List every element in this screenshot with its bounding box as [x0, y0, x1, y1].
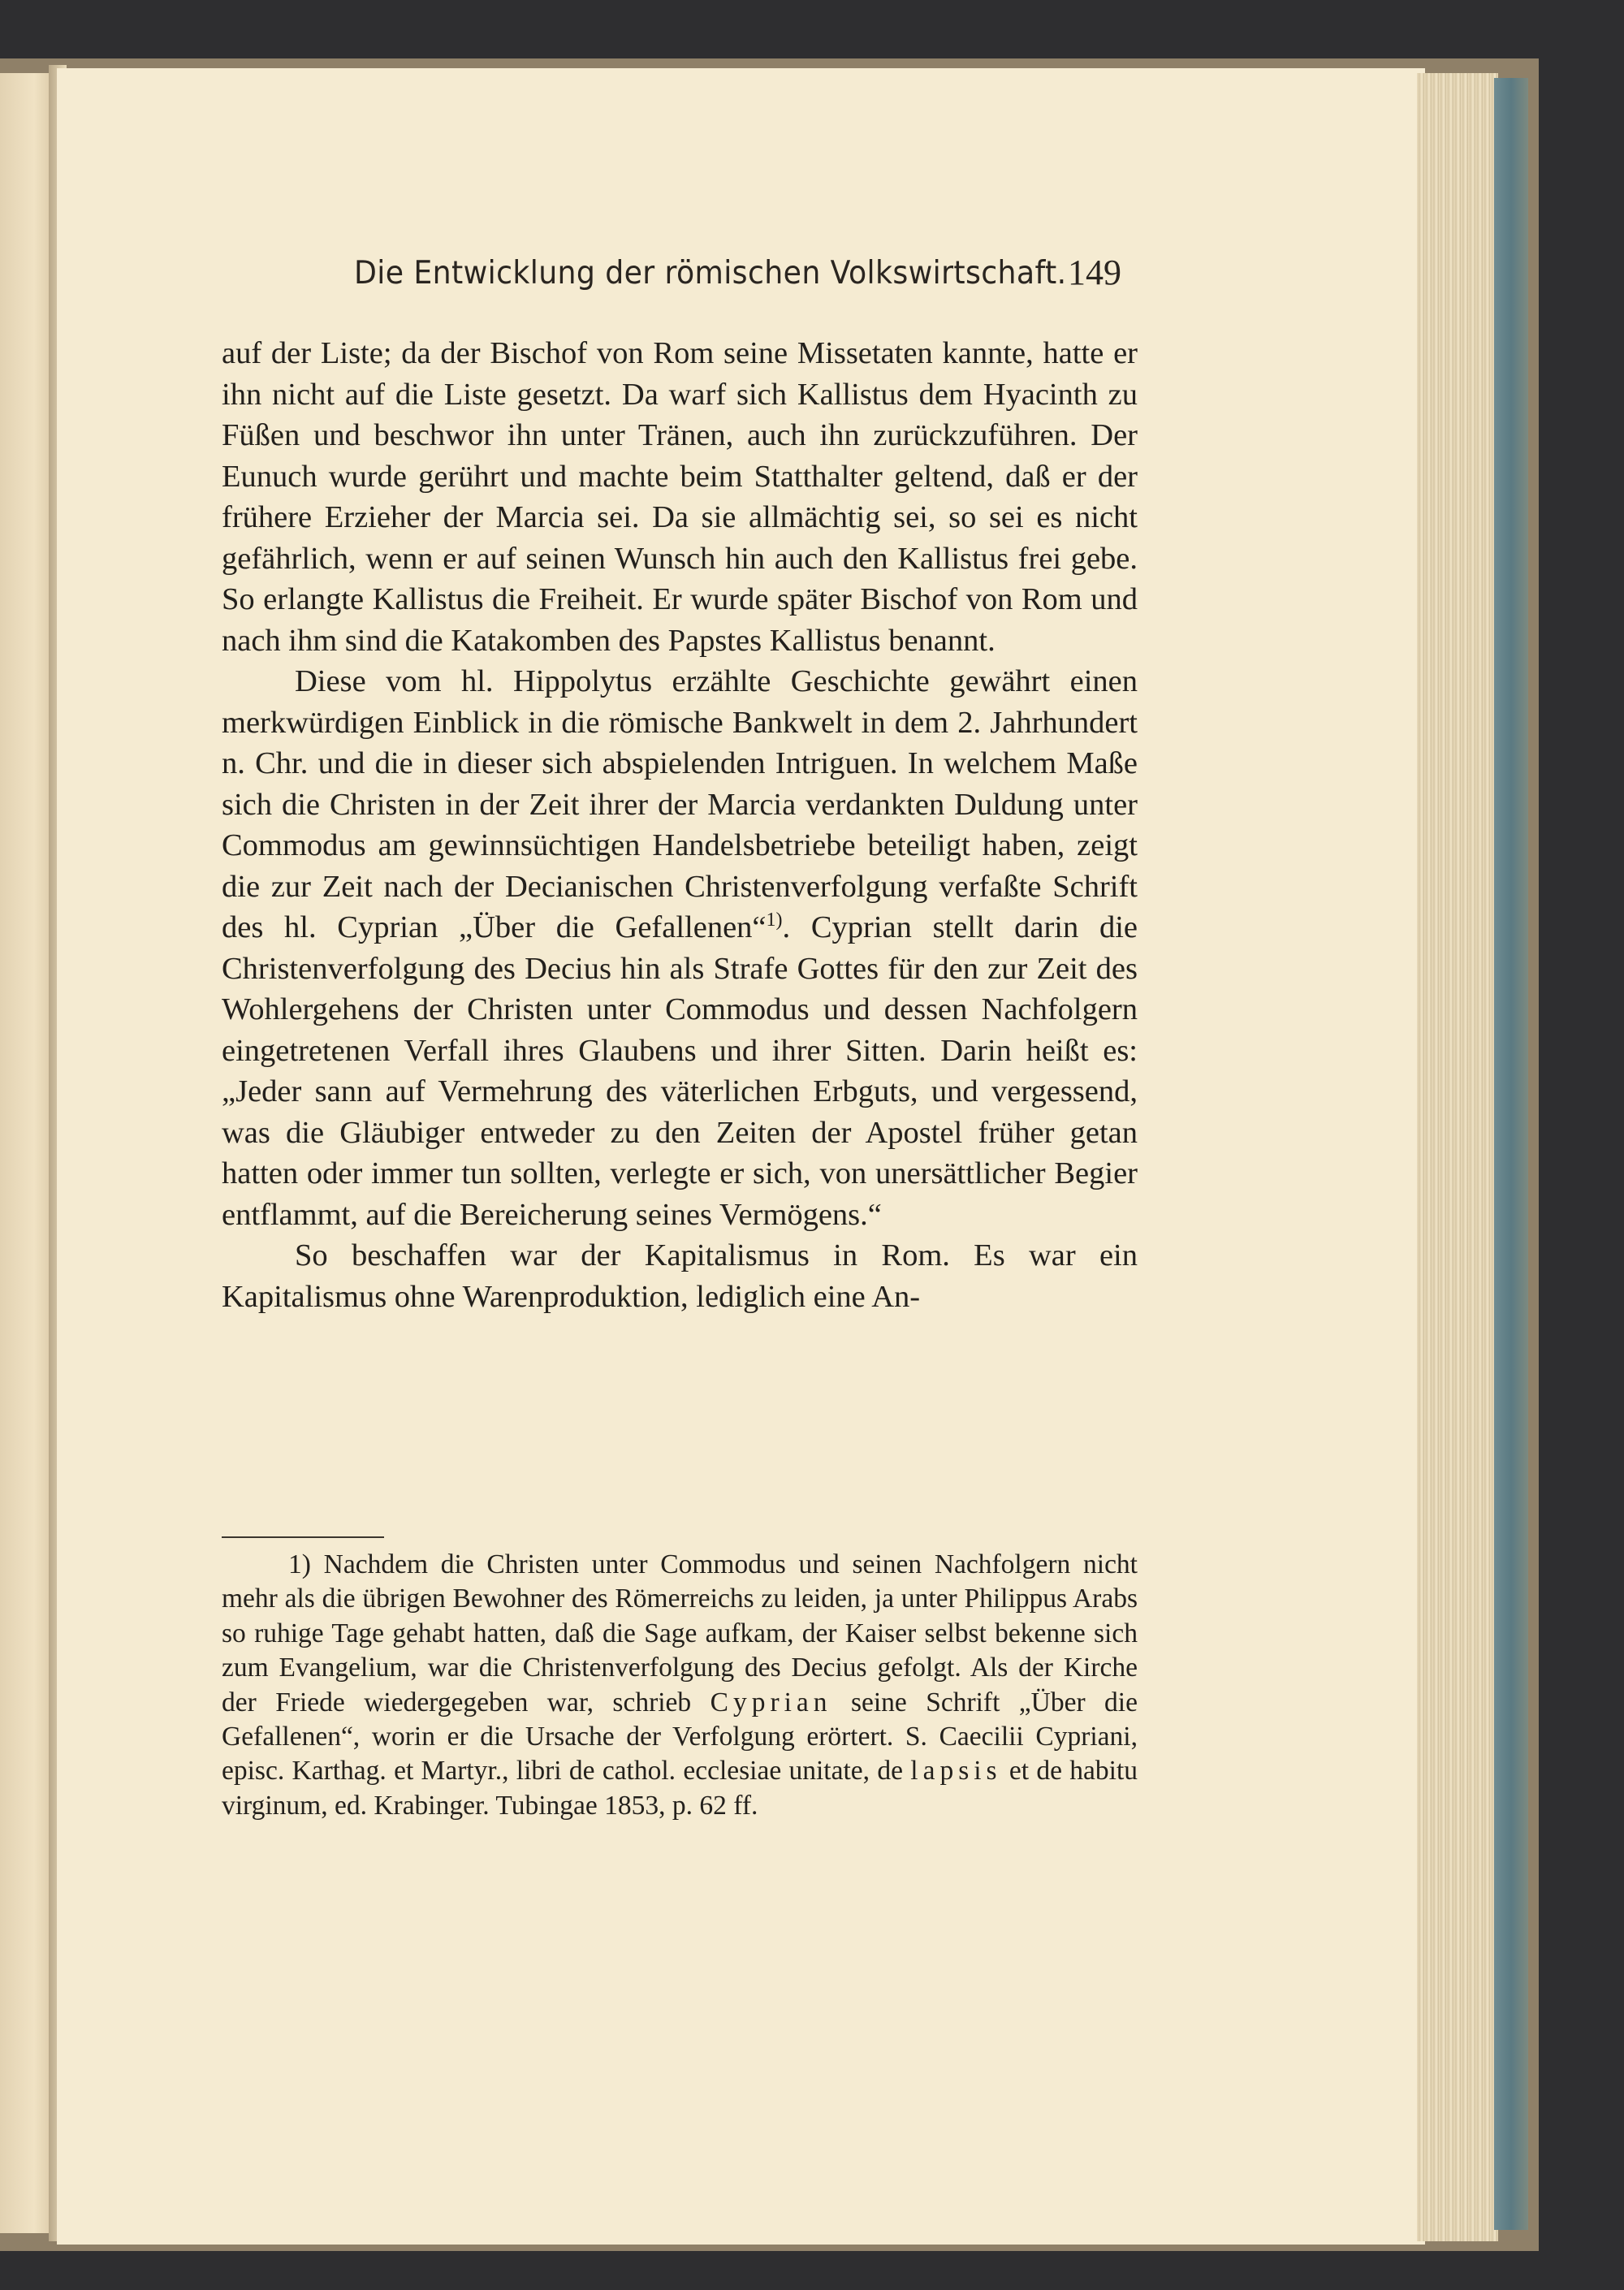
cover-spine-strip — [1494, 78, 1528, 2230]
footnote-divider — [222, 1536, 384, 1538]
running-title: Die Entwicklung der römischen Volkswirtschaft. — [354, 255, 1067, 292]
paragraph-text: . Cyprian stellt darin die Christenverfolgung des Decius hin als Strafe Gottes für den zur Zeit des Wohlergehens der Christen unter Commodus und dessen Nachfolgern eingetretenen Verfall ihres Glaubens und ihrer Sitten. Darin heißt es: „Jeder sann auf Vermehrung des väterlichen Erbguts, und vergessend, was die Gläubiger entweder zu den Zeiten der Apostel früher getan hatten oder immer tun sollten, verlegte er sich, von unersättlicher Begier entflammt, auf die Bereicherung seines Vermögens.“ — [222, 910, 1138, 1232]
footnote-text: et de habitu virginum, ed. Krabinger. Tubingae 1853, p. 62 ff. — [222, 1756, 1138, 1821]
footnote-author: Cyprian — [710, 1687, 832, 1718]
footnote-term: lapsis — [910, 1756, 1002, 1787]
main-text — [222, 333, 1138, 1317]
page-number: 149 — [1068, 253, 1121, 292]
footnote-marker: 1) — [766, 910, 783, 931]
paragraph-text: Diese vom hl. Hippolytus erzählte Geschichte gewährt einen merkwürdigen Einblick in die römische Bankwelt in dem 2. Jahrhundert n. Chr. und die in dieser sich abspielenden Intriguen. In welchem Maße sich die Christen in der Zeit ihrer der Marcia verdankten Duldung unter Commodus am gewinnsüchtigen Handelsbetriebe beteiligt haben, zeigt die zur Zeit nach der Decianischen Christenverfolgung verfaßte Schrift des hl. Cyprian „Über die Gefallenen“ — [222, 664, 1138, 944]
paragraph — [222, 661, 1138, 1235]
footnote-text: seine Schrift „Über die Gefallenen“, worin er die Ursache der Verfolgung erörtert. S. Caecilii Cypriani, episc. Karthag. et Martyr., libri de cathol. ecclesiae unitate, de — [222, 1687, 1138, 1787]
page-header — [354, 255, 1166, 304]
footnote — [222, 1548, 1138, 1823]
page-edges — [1417, 73, 1498, 2241]
paragraph: auf der Liste; da der Bischof von Rom seine Missetaten kannte, hatte er ihn nicht auf die Liste gesetzt. Da warf sich Kallistus dem Hyacinth zu Füßen und beschwor ihn unter Tränen, auch ihn zurückzuführen. Der Eunuch wurde gerührt und machte beim Statthalter geltend, daß er der frühere Erzieher der Marcia sei. Da sie allmächtig sei, so sei es nicht gefährlich, wenn er auf seinen Wunsch hin auch den Kallistus frei gebe. So erlangte Kallistus die Freiheit. Er wurde später Bischof von Rom und nach ihm sind die Katakomben des Papstes Kallistus benannt. — [222, 336, 1138, 658]
footnote-text: 1) Nachdem die Christen unter Commodus und seinen Nachfolgern nicht mehr als die übrigen Bewohner des Römerreichs zu leiden, ja unter Philippus Arabs so ruhige Tage gehabt hatten, daß die Sage aufkam, der Kaiser selbst bekenne sich zum Evangelium, war die Christenverfolgung des Decius gefolgt. Als der Kirche der Friede wiedergegeben war, schrieb — [222, 1549, 1138, 1718]
paragraph: So beschaffen war der Kapitalismus in Rom. Es war ein Kapitalismus ohne Warenproduktion, lediglich eine An- — [222, 1238, 1138, 1314]
